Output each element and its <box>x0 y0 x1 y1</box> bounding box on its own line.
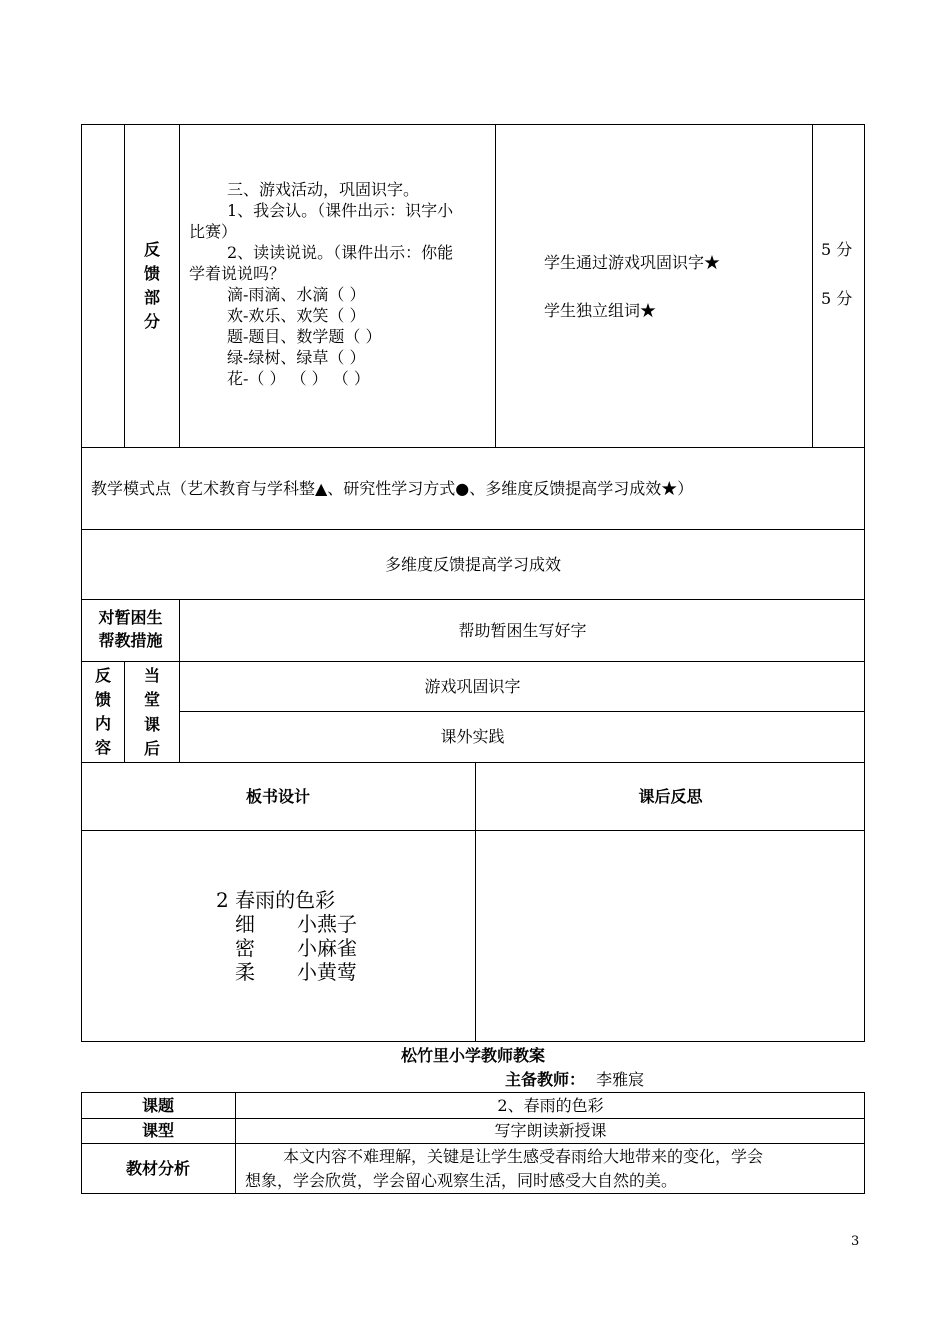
time-allocation: 5 分 <box>821 240 853 259</box>
divider <box>81 1118 865 1119</box>
divider <box>179 124 180 447</box>
divider <box>179 711 865 712</box>
board-design-header: 板书设计 <box>245 787 310 806</box>
page-number: 3 <box>851 1234 860 1249</box>
in-class-label: 当 堂 <box>143 666 160 709</box>
divider <box>81 830 865 831</box>
school-title: 松竹里小学教师教案 <box>400 1046 545 1065</box>
divider <box>81 1143 865 1144</box>
after-class-label: 课 后 <box>143 715 160 758</box>
board-row: 柔 小黄莺 <box>235 960 357 984</box>
material-analysis-label: 教材分析 <box>125 1159 190 1178</box>
struggling-students-label: 对暂困生 帮教措施 <box>98 608 163 650</box>
struggling-students-value: 帮助暂困生写好字 <box>458 621 587 640</box>
divider <box>495 124 496 447</box>
after-class-value: 课外实践 <box>440 727 505 746</box>
reflection-header: 课后反思 <box>638 787 703 806</box>
teacher-line: 主备教师： 李雅宸 <box>505 1070 645 1089</box>
divider <box>81 447 865 448</box>
topic-label: 课题 <box>141 1096 174 1115</box>
lesson-type-value: 写字朗读新授课 <box>494 1121 607 1140</box>
feedback-content-label: 反 馈 内 容 <box>94 666 111 757</box>
topic-value: 2、春雨的色彩 <box>497 1096 604 1115</box>
divider <box>81 529 865 530</box>
teaching-mode-text: 教学模式点（艺术教育与学科整▲、研究性学习方式●、多维度反馈提高学习成效★） <box>91 479 694 498</box>
lesson-type-label: 课型 <box>141 1121 174 1140</box>
divider <box>81 762 865 763</box>
activity-description: 三、游戏活动，巩固识字。 1、我会认。（课件出示：识字小 比赛） 2、读读说说。（课件出示：你能 学着说说吗？ 滴-雨滴、水滴（ ） 欢-欢乐、欢笑（ ） 题-题目、数学题（ ） 绿-绿树、绿草（ ） 花-（ ） （ ） （ ） <box>189 180 454 388</box>
student-activity-item: 学生独立组词★ <box>544 301 657 320</box>
teaching-mode-value: 多维度反馈提高学习成效 <box>384 555 561 574</box>
board-row: 细 小燕子 <box>235 912 357 936</box>
divider <box>812 124 813 447</box>
board-title: 2 春雨的色彩 <box>216 888 336 912</box>
divider <box>81 661 865 662</box>
time-allocation: 5 分 <box>821 289 853 308</box>
feedback-section-label: 反 馈 部 分 <box>143 240 160 331</box>
student-activity-item: 学生通过游戏巩固识字★ <box>544 253 721 272</box>
in-class-value: 游戏巩固识字 <box>424 677 521 696</box>
board-row: 密 小麻雀 <box>235 936 357 960</box>
board-content <box>216 888 357 984</box>
material-analysis-value: 本文内容不难理解，关键是让学生感受春雨给大地带来的变化，学会 想象，学会欣赏，学会留心观察生活，同时感受大自然的美。 <box>245 1147 764 1190</box>
divider <box>81 599 865 600</box>
